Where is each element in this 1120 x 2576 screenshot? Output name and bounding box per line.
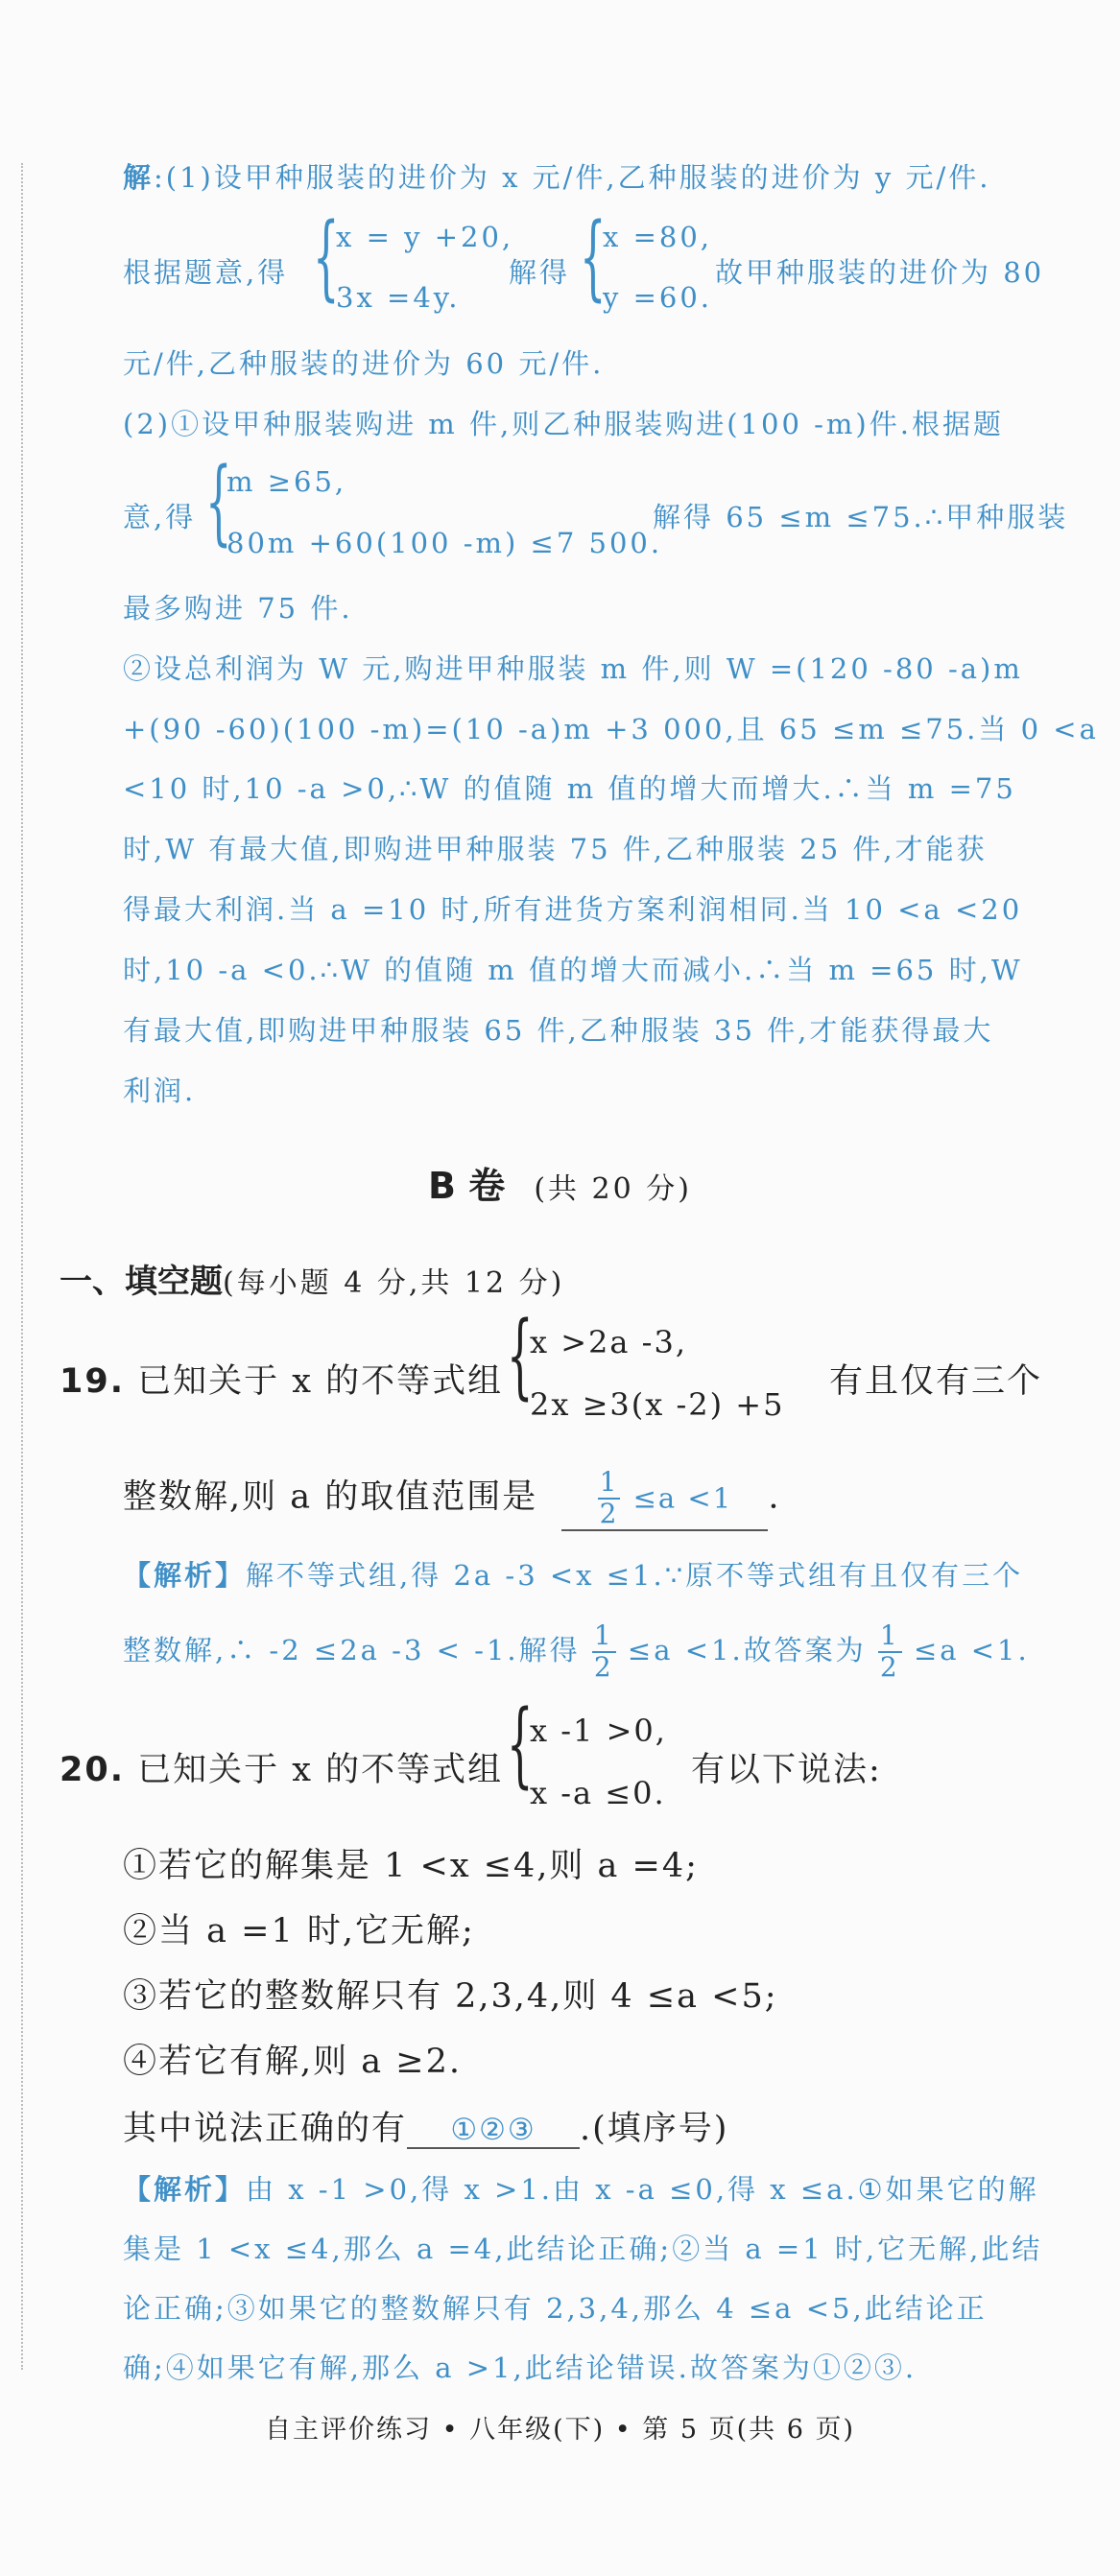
q19-explanation-2: 整数解,∴ -2 ≤2a -3 < -1.解得 $\frac{1}{2}$ ≤a <1.故答案为 $\frac{1}{2}$ ≤a <1. — [123, 1619, 1030, 1683]
solution-line-11: 得最大利润.当 a =10 时,所有进货方案利润相同.当 10 <a <20 — [123, 893, 1023, 926]
q20-ask: 其中说法正确的有 ①②③ .(填序号) — [123, 2110, 729, 2148]
q20-explanation-1: 【解析】由 x -1 >0,得 x >1.由 x -a ≤0,得 x ≤a.①如果它的解 — [123, 2173, 1039, 2206]
fraction: $\frac{1}{2}$ — [593, 1619, 614, 1683]
fraction: $\frac{1}{2}$ — [599, 1466, 619, 1529]
solution-line-13: 有最大值,即购进甲种服装 65 件,乙种服装 35 件,才能获得最大 — [123, 1014, 994, 1047]
section-b-heading — [0, 1156, 1120, 1209]
solution-line-9: <10 时,10 -a >0,∴W 的值随 m 值的增大而增大.∴当 m =75 — [123, 772, 1016, 805]
q19-stem-post: 有且仅有三个 — [829, 1362, 1043, 1401]
q19-line-2: 整数解,则 a 的取值范围是 $\frac{1}{2}$ ≤a <1 . — [123, 1466, 781, 1529]
solution-line-5-post: 解得 65 ≤m ≤75.∴甲种服装 — [653, 501, 1069, 533]
q19-system-row-2: 2x ≥3(x -2) +5 — [530, 1386, 785, 1423]
system-2-row-1: x =80, — [603, 221, 712, 253]
q19-system-row-1: x >2a -3, — [530, 1324, 687, 1360]
solution-line-10: 时,W 有最大值,即购进甲种服装 75 件,乙种服装 25 件,才能获 — [123, 833, 988, 865]
question-number: 19. — [60, 1362, 126, 1401]
q20-statement-3: ③若它的整数解只有 2,3,4,则 4 ≤a <5; — [123, 1977, 778, 2016]
fraction: $\frac{1}{2}$ — [879, 1619, 900, 1683]
solution-label: 解 — [123, 161, 155, 194]
question-20-stem: 20. 已知关于 x 的不等式组 — [60, 1751, 504, 1789]
solution-line-2-mid: 解得 — [509, 256, 571, 289]
q20-system-row-1: x -1 >0, — [530, 1713, 667, 1749]
solution-line-2-pre: 根据题意,得 — [123, 256, 289, 289]
part-1-heading — [60, 1255, 564, 1302]
system-1-row-1: x = y +20, — [336, 221, 514, 253]
part-1-note: (每小题 4 分,共 12 分) — [223, 1266, 565, 1300]
q20-statement-1: ①若它的解集是 1 <x ≤4,则 a =4; — [123, 1847, 699, 1885]
system-3-row-1: m ≥65, — [226, 465, 347, 498]
solution-line-8: +(90 -60)(100 -m)=(10 -a)m +3 000,且 65 ≤m ≤75.当 0 <a — [123, 713, 1099, 745]
solution-line-3: 元/件,乙种服装的进价为 60 元/件. — [123, 347, 605, 380]
q20-statement-4: ④若它有解,则 a ≥2. — [123, 2043, 462, 2081]
section-b-note: (共 20 分) — [534, 1172, 692, 1206]
q20-answer-blank: ①②③ — [407, 2113, 580, 2149]
q20-system-row-2: x -a ≤0. — [530, 1775, 666, 1811]
page-footer: 自主评价练习 • 八年级(下) • 第 5 页(共 6 页) — [264, 2415, 855, 2445]
solution-line-12: 时,10 -a <0.∴W 的值随 m 值的增大而减小.∴当 m =65 时,W — [123, 954, 1023, 986]
q20-explanation-3: 论正确;③如果它的整数解只有 2,3,4,那么 4 ≤a <5,此结论正 — [123, 2292, 988, 2325]
solution-line-5-pre: 意,得 — [123, 501, 197, 533]
q20-explanation-4: 确;④如果它有解,那么 a >1,此结论错误.故答案为①②③. — [123, 2351, 917, 2384]
brace: { — [580, 203, 607, 311]
q19-answer-blank: $\frac{1}{2}$ ≤a <1 — [561, 1468, 768, 1531]
brace: { — [313, 203, 340, 311]
question-19-stem: 19. 已知关于 x 的不等式组 — [60, 1362, 504, 1401]
brace: { — [507, 1302, 534, 1409]
solution-line-1: 解:(1)设甲种服装的进价为 x 元/件,乙种服装的进价为 y 元/件. — [123, 161, 991, 194]
solution-line-6: 最多购进 75 件. — [123, 592, 353, 625]
q20-explanation-2: 集是 1 <x ≤4,那么 a =4,此结论正确;②当 a =1 时,它无解,此结 — [123, 2233, 1043, 2265]
system-1-row-2: 3x =4y. — [336, 281, 461, 314]
section-b-title: B 卷 — [428, 1165, 506, 1207]
q20-stem-post: 有以下说法: — [691, 1751, 882, 1789]
question-number: 20. — [60, 1751, 126, 1789]
q20-statement-2: ②当 a =1 时,它无解; — [123, 1912, 475, 1950]
brace: { — [205, 448, 232, 555]
system-2-row-2: y =60. — [603, 281, 713, 314]
solution-line-14: 利润. — [123, 1075, 197, 1107]
explanation-tag: 【解析】 — [123, 2173, 247, 2206]
brace: { — [507, 1690, 534, 1798]
solution-line-4: (2)①设甲种服装购进 m 件,则乙种服装购进(100 -m)件.根据题 — [123, 408, 1004, 440]
q19-explanation-1: 【解析】解不等式组,得 2a -3 <x ≤1.∵原不等式组有且仅有三个 — [123, 1559, 1024, 1592]
part-1-title: 一、填空题 — [60, 1263, 223, 1301]
system-3-row-2: 80m +60(100 -m) ≤7 500. — [226, 527, 663, 559]
margin-dotted-line — [21, 163, 23, 2370]
explanation-tag: 【解析】 — [123, 1559, 247, 1592]
solution-line-2-post: 故甲种服装的进价为 80 — [715, 256, 1045, 289]
solution-line-7: ②设总利润为 W 元,购进甲种服装 m 件,则 W =(120 -80 -a)m — [123, 652, 1023, 685]
